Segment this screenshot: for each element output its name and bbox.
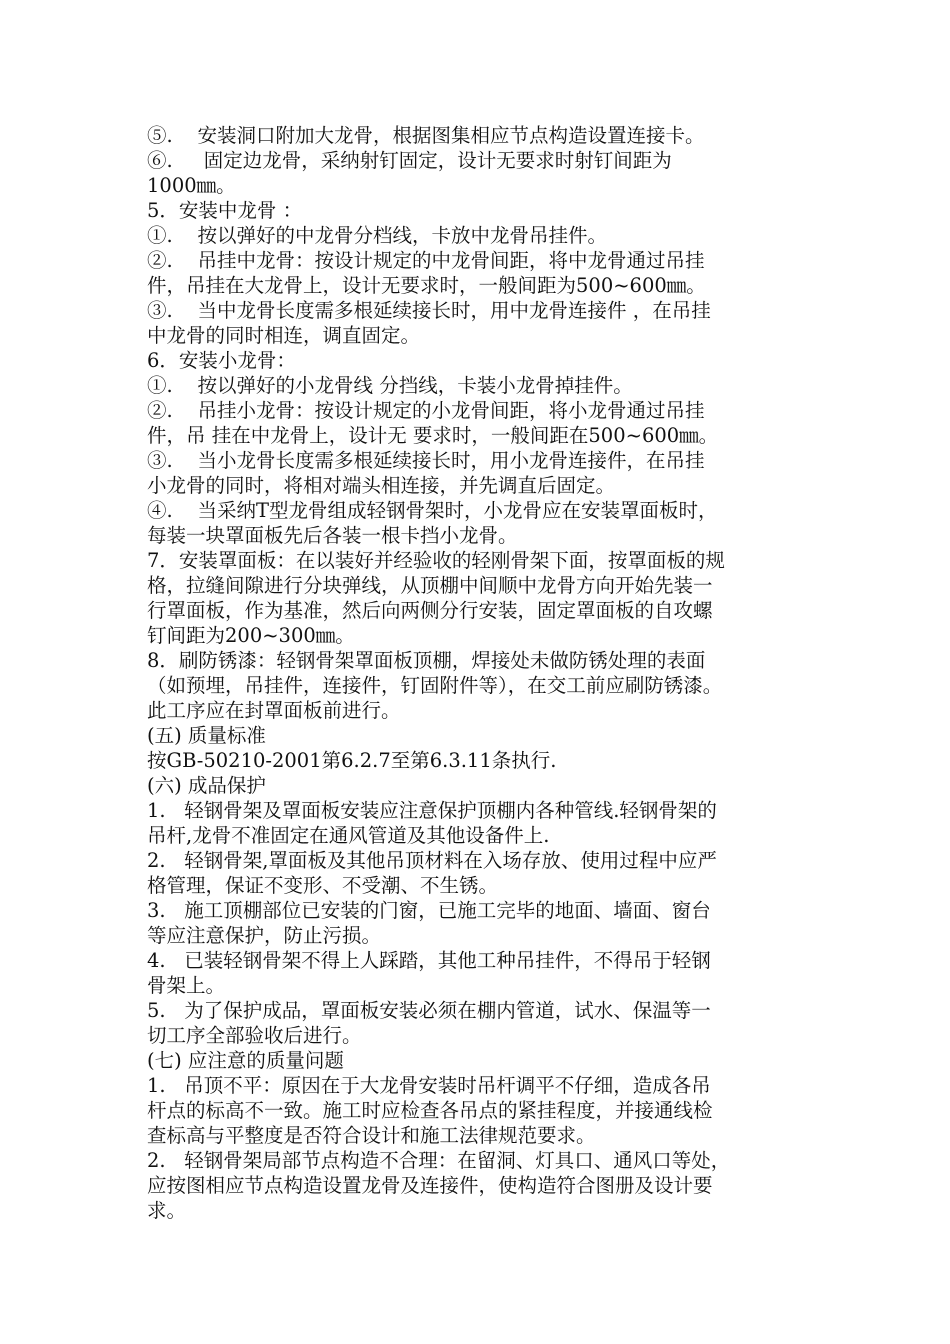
text-line: 2. 轻钢骨架,罩面板及其他吊顶材料在入场存放、使用过程中应严 (147, 849, 717, 872)
text-line: 8．刷防锈漆：轻钢骨架罩面板顶棚，焊接处未做防锈处理的表面 (147, 649, 706, 672)
text-line: ②. 吊挂小龙骨：按设计规定的小龙骨间距，将小龙骨通过吊挂 (147, 399, 705, 422)
text-line: 1000㎜。 (147, 174, 236, 197)
text-line: ⑥. 固定边龙骨，采纳射钉固定，设计无要求时射钉间距为 (147, 149, 672, 172)
text-line: 格，拉缝间隙进行分块弹线，从顶棚中间顺中龙骨方向开始先装一 (147, 574, 713, 597)
text-line: （如预埋，吊挂件，连接件，钉固附件等），在交工前应刷防锈漆。 (147, 674, 723, 697)
text-line: ③. 当小龙骨长度需多根延续接长时，用小龙骨连接件，在吊挂 (147, 449, 705, 472)
text-line: 行罩面板，作为基准，然后向两侧分行安装，固定罩面板的自攻螺 (147, 599, 713, 622)
text-line: 中龙骨的同时相连，调直固定。 (147, 324, 421, 347)
text-line: 格管理，保证不变形、不受潮、不生锈。 (147, 874, 499, 897)
text-line: 按GB-50210-2001第6.2.7至第6.3.11条执行. (147, 749, 557, 772)
text-line: 此工序应在封罩面板前进行。 (147, 699, 401, 722)
section-heading: (五) 质量标准 (147, 724, 266, 747)
text-line: 吊杆,龙骨不准固定在通风管道及其他设备件上. (147, 824, 550, 847)
document-body (147, 123, 815, 1223)
text-line: ①. 按以弹好的小龙骨线 分挡线，卡装小龙骨掉挂件。 (147, 374, 633, 397)
text-line: 1. 吊顶不平：原因在于大龙骨安装时吊杆调平不仔细，造成各吊 (147, 1074, 711, 1097)
text-line: 件，吊 挂在中龙骨上，设计无 要求时，一般间距在500~600㎜。 (147, 424, 719, 447)
section-heading: 5．安装中龙骨 ： (147, 199, 303, 222)
text-line: 骨架上。 (147, 974, 226, 997)
text-line: 3. 施工顶棚部位已安装的门窗，已施工完毕的地面、墙面、窗台 (147, 899, 711, 922)
text-line: 1. 轻钢骨架及罩面板安装应注意保护顶棚内各种管线.轻钢骨架的 (147, 799, 717, 822)
text-line: 2. 轻钢骨架局部节点构造不合理：在留洞、灯具口、通风口等处， (147, 1149, 731, 1172)
text-line: ⑤. 安装洞口附加大龙骨，根据图集相应节点构造设置连接卡。 (147, 124, 705, 147)
section-heading: (六) 成品保护 (147, 774, 266, 797)
text-line: 应按图相应节点构造设置龙骨及连接件，使构造符合图册及设计要 (147, 1174, 713, 1197)
text-line: 小龙骨的同时，将相对端头相连接，并先调直后固定。 (147, 474, 616, 497)
text-line: 等应注意保护，防止污损。 (147, 924, 382, 947)
text-line: 钉间距为200~300㎜。 (147, 624, 355, 647)
text-line: 杆点的标高不一致。施工时应检查各吊点的紧挂程度，并接通线检 (147, 1099, 713, 1122)
text-line: 切工序全部验收后进行。 (147, 1024, 362, 1047)
text-line: ④. 当采纳T型龙骨组成轻钢骨架时，小龙骨应在安装罩面板时， (147, 499, 718, 522)
text-line: ②. 吊挂中龙骨：按设计规定的中龙骨间距，将中龙骨通过吊挂 (147, 249, 705, 272)
text-line: 7．安装罩面板：在以装好并经验收的轻刚骨架下面，按罩面板的规 (147, 549, 725, 572)
text-line: ①. 按以弹好的中龙骨分档线，卡放中龙骨吊挂件。 (147, 224, 607, 247)
section-heading: (七) 应注意的质量问题 (147, 1049, 344, 1072)
text-line: ③. 当中龙骨长度需多根延续接长时，用中龙骨连接件 ，在吊挂 (147, 299, 711, 322)
text-line: 查标高与平整度是否符合设计和施工法律规范要求。 (147, 1124, 596, 1147)
text-line: 件，吊挂在大龙骨上，设计无要求时，一般间距为500~600㎜。 (147, 274, 706, 297)
text-line: 求。 (147, 1199, 187, 1222)
text-line: 每装一块罩面板先后各装一根卡挡小龙骨。 (147, 524, 518, 547)
text-line: 4. 已装轻钢骨架不得上人踩踏，其他工种吊挂件，不得吊于轻钢 (147, 949, 711, 972)
section-heading: 6．安装小龙骨： (147, 349, 296, 372)
text-line: 5. 为了保护成品，罩面板安装必须在棚内管道，试水、保温等一 (147, 999, 711, 1022)
